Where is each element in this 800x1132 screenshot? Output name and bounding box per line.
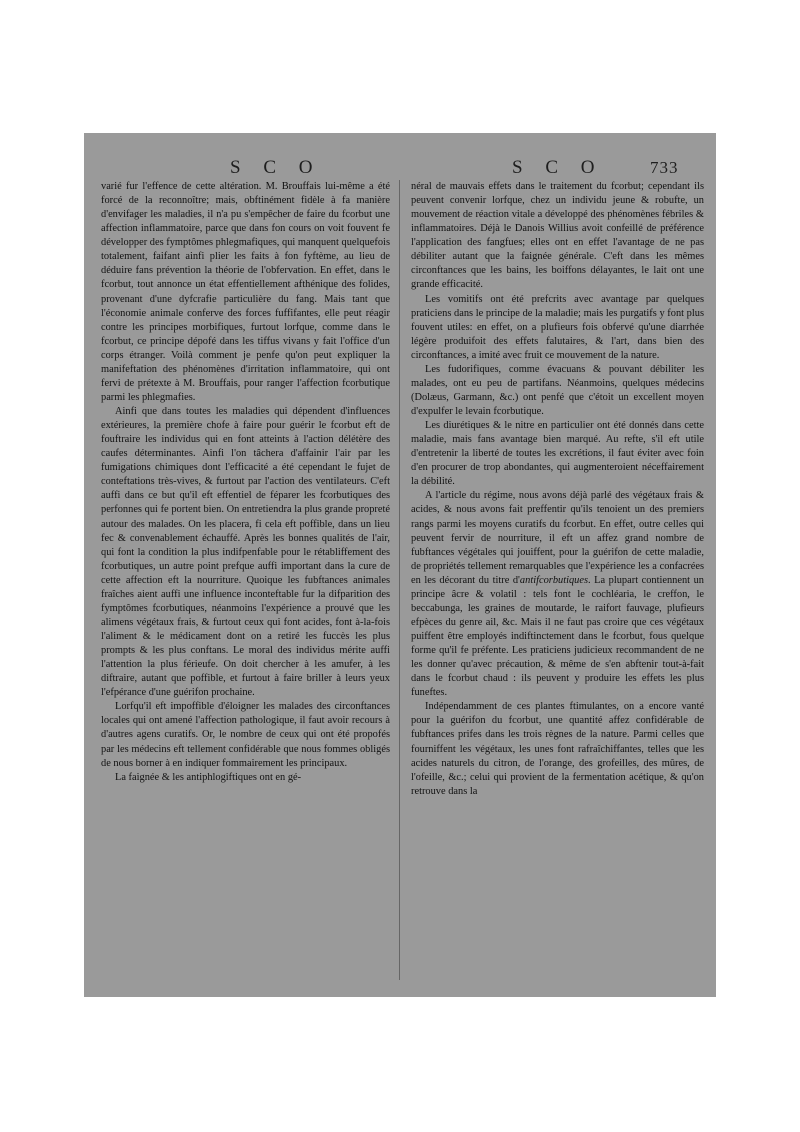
right-text-column <box>411 180 704 980</box>
column-divider <box>399 180 400 980</box>
paragraph-text: A l'article du régime, nous avons déjà parlé des végétaux frais & acides, & nous avons fait preffentir qu'ils tenoient un des premiers rangs parmi les moyens curatifs du fcorbut. En effet, outre celles qui peuvent fervir de nourriture, il eft un affez grand nombre de fubftances végétales qui jouiffent, pour la guérifon de cette maladie, de propriétés tellement remarquables que l'expérience les a confacrées en les décorant du titre d' <box>411 490 704 586</box>
paragraph: Indépendamment de ces plantes ftimulantes, on a encore vanté pour la guérifon du fcorbut, une quantité affez confidérable de fubftances prifes dans les trois règnes de la nature. Parmi celles que fourniffent les végétaux, les unes font rafraîchiffantes, telles que les acides naturels du citron, de l'orange, des grofeilles, des mûres, de l'ofeille, &c.; celui qui provient de la fermentation acétique, & qu'on retrouve dans la <box>411 701 704 797</box>
paragraph: Les vomitifs ont été prefcrits avec avantage par quelques praticiens dans le principe de la maladie; mais les purgatifs y font plus fouvent utiles: en effet, on a plufieurs fois obfervé qu'une diarrhée légère produifoit des effets falutaires, & l'art, dans bien des circonftances, a imité avec fruit ce mouvement de la nature. <box>411 293 704 361</box>
paragraph: Lorfqu'il eft impoffible d'éloigner les malades des circonftances locales qui ont amené l'affection pathologique, il faut avoir recours à d'autres agens curatifs. Or, le nombre de ceux qui ont été propofés par les médecins eft tellement confidérable que nous fommes obligés de nous borner à en indiquer fommairement les principaux. <box>101 701 390 769</box>
paragraph <box>411 489 704 700</box>
paragraph: Les fudorifiques, comme évacuans & pouvant débiliter les malades, ont eu peu de partifans. Néanmoins, quelques médecins (Dolæus, Garmann, &c.) ont penfé que c'étoit un excellent moyen d'expulfer le levain fcorbutique. <box>411 363 704 417</box>
right-running-head: S C O <box>512 157 604 178</box>
paragraph: varié fur l'effence de cette altération. M. Brouffais lui-même a été forcé de la reconnoître; mais, obftinément fidèle à fa manière d'envifager les maladies, il n'a pu s'empêcher de faire du fcorbut une affection inflammatoire, parce que dans fon cours on voit fouvent fe développer des fymptômes phlegmafiques, qui manquent quelquefois totalement, faifant ainfi plier les faits à fon fyftème, au lieu de déduire fans prévention la théorie de l'obfervation. En effet, dans le fcorbut, tout annonce un état effentiellement afthénique des folides, provenant d'une dyfcrafie particulière du fang. Mais tant que l'économie animale conferve des forces fuffifantes, elle peut réagir contre les principes morbifiques, furtout lorfque, comme dans le fcorbut, ce principe dépofé dans les tiffus vivans y fait l'office d'un corps étranger. Voilà comment je penfe qu'on peut expliquer la manifeftation des phénomènes d'irritation inflammatoire, qui ont fervi de prétexte à M. Brouffais, pour ranger l'affection fcorbutique parmi les phlegmafies. <box>101 181 390 403</box>
left-running-head: S C O <box>230 157 322 178</box>
left-text-column <box>101 180 390 980</box>
paragraph-text: . La plupart contiennent un principe âcre & volatil : tels font le cochléaria, le creffon, le beccabunga, les graines de moutarde, le raifort fauvage, plufieurs efpèces du genre ail, &c. Mais il ne faut pas croire que ces végétaux puiffent être employés indiftinctement dans le fcorbut, fous quelque forme qu'il fe préfente. Les praticiens judicieux recommandent de ne les donner qu'avec précaution, & même de s'en abftenir tout-à-fait dans le fcorbut chaud : ils peuvent y produire les effets les plus funeftes. <box>411 574 704 699</box>
italic-term: antifcorbutiques <box>519 574 589 586</box>
page-number: 733 <box>650 158 679 177</box>
paragraph: néral de mauvais effets dans le traitement du fcorbut; cependant ils peuvent convenir lorfque, chez un individu jeune & robufte, un mouvement de réaction vitale a développé des phénomènes fébriles & inflammatoires. Déjà le Danois Willius avoit confeillé de préférence l'application des fangfues; elles ont en effet l'avantage de ne pas débiliter autant que la faignée générale. C'eft dans les mêmes circonftances que les bains, les boiffons délayantes, le lait ont une grande efficacité. <box>411 181 704 291</box>
scanned-page <box>84 133 716 997</box>
page-header <box>84 157 716 179</box>
paragraph: Ainfi que dans toutes les maladies qui dépendent d'influences extérieures, la première chofe à faire pour guérir le fcorbut eft de fouftraire les individus qui en font atteints à l'action délétère des caufes déterminantes. Ainfi l'on tâchera d'affainir l'air par les fumigations chimiques dont l'efficacité a été cependant le fujet de conteftations très-vives, & furtout par l'action des ventilateurs. C'eft auffi dans ce but qu'il eft effentiel de féparer les fcorbutiques des perfonnes qui fe portent bien. On entretiendra la plus grande propreté autour des malades. On les placera, fi cela eft poffible, dans un lieu fec & convenablement échauffé. Après les bonnes qualités de l'air, qui font la condition la plus indifpenfable pour le rétabliffement des fcorbutiques, un autre point prefque auffi important dans la cure de cette affection eft la nourriture. Quoique les fubftances animales fraîches aient auffi une influence inconteftable fur la difparition des fymptômes fcorbutiques, néanmoins l'expérience a prouvé que les alimens végétaux frais, & furtout ceux qui font acides, font à-la-fois l'aliment & le médicament dont on a retiré les fuccès les plus prompts & les plus conftans. Le moral des individus mérite auffi l'attention la plus férieufe. On doit chercher à les amufer, à les diftraire, autant que poffible, et furtout à faire briller à leurs yeux l'efpérance d'une guérifon prochaine. <box>101 406 390 699</box>
paragraph: Les diurétiques & le nitre en particulier ont été donnés dans cette maladie, mais fans avantage bien marqué. Au refte, s'il eft utile d'entretenir la liberté de toutes les excrétions, il faut éviter avec foin d'en procurer de trop abondantes, qui augmenteroient néceffairement la débilité. <box>411 420 704 488</box>
paragraph: La faignée & les antiphlogiftiques ont en gé- <box>115 771 302 783</box>
